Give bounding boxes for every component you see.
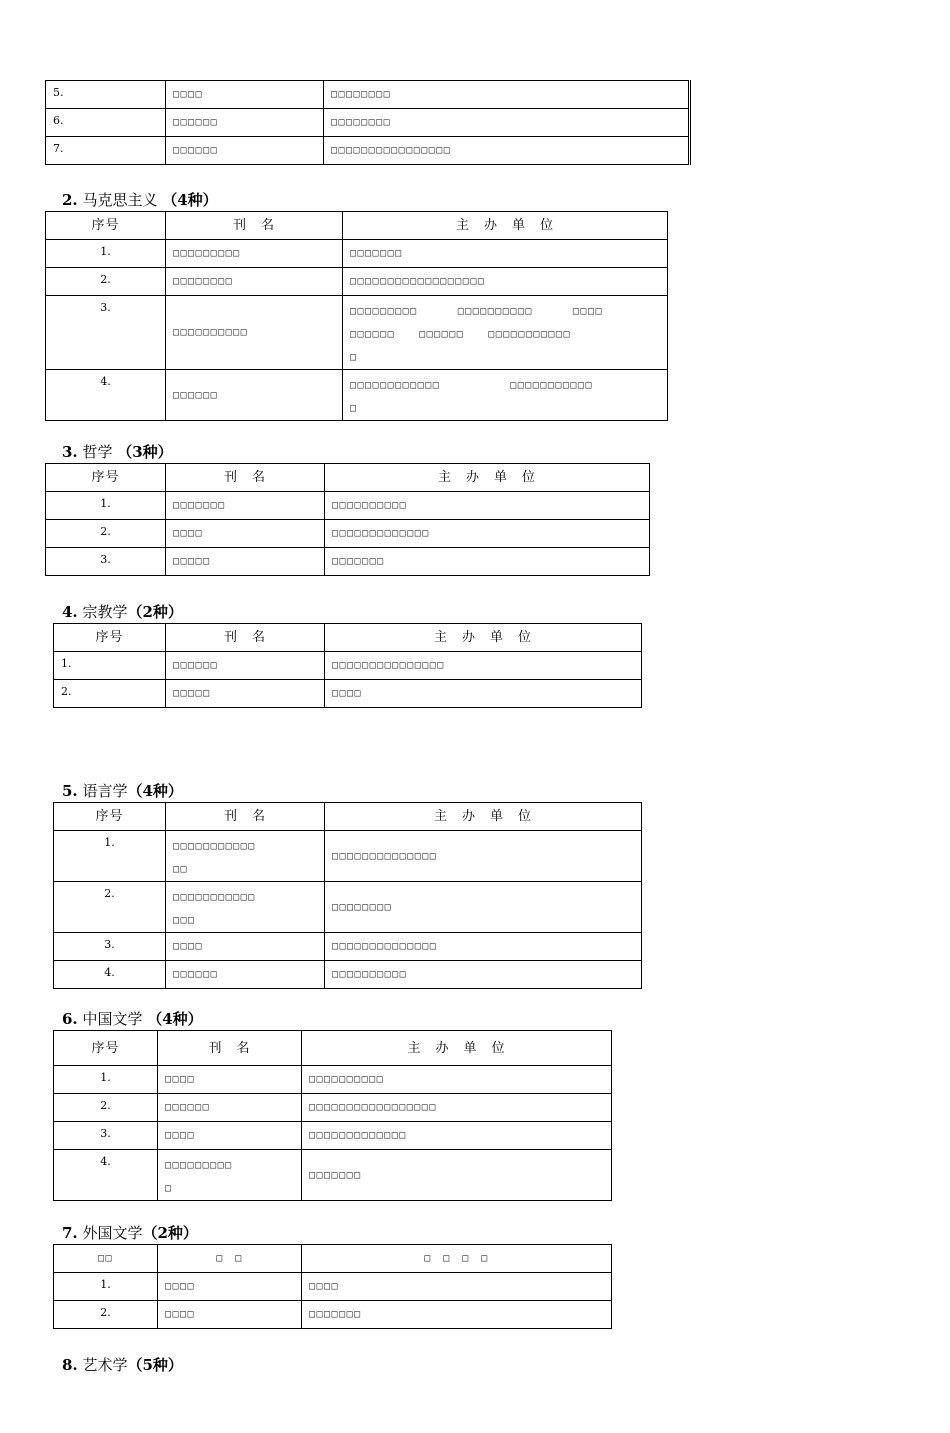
header-serial: 序号 (46, 464, 166, 492)
section-number: 4. (62, 603, 78, 621)
table-header-row (54, 803, 642, 831)
table-foreign-literature (53, 1244, 612, 1329)
section-title-religion (62, 603, 183, 621)
header-serial: 序号 (46, 212, 166, 240)
header-serial: 序号 (54, 1031, 158, 1066)
table-journals-continued (45, 80, 691, 165)
sponsor-org: □□□□□□□□ (324, 109, 690, 137)
header-serial: 序号 (54, 624, 166, 652)
section-count: （2种） (127, 603, 183, 621)
row-number: 1. (54, 1066, 158, 1094)
table-row (46, 492, 650, 520)
section-title-marxism (62, 191, 218, 209)
table-row (54, 1150, 612, 1201)
row-number: 3. (46, 296, 166, 370)
table-row (54, 831, 642, 882)
section-count: （2种） (142, 1224, 198, 1242)
journal-name: □□□□□□ (158, 1094, 302, 1122)
table-linguistics (53, 802, 642, 989)
table-row (46, 370, 668, 421)
table-row (54, 1122, 612, 1150)
header-sponsor: 主 办 单 位 (325, 464, 650, 492)
sponsor-org: □□□□□□□ (325, 548, 650, 576)
row-number: 2. (54, 1094, 158, 1122)
table-row (46, 137, 690, 165)
journal-name: □□□□ (158, 1273, 302, 1301)
row-number: 3. (54, 933, 166, 961)
row-number: 1. (46, 240, 166, 268)
journal-name: □□□□ (166, 933, 325, 961)
journal-name: □□□□□□ (166, 137, 324, 165)
header-sponsor: 主 办 单 位 (325, 803, 642, 831)
section-name: 语言学 (82, 782, 128, 800)
header-sponsor: 主 办 单 位 (325, 624, 642, 652)
row-number: 2. (46, 268, 166, 296)
sponsor-org: □□□□□□□□□□□□□□ (325, 831, 642, 882)
sponsor-org: □□□□□□□□□□□□□□ (325, 933, 642, 961)
sponsor-org: □□□□□□□□□□ (302, 1066, 612, 1094)
section-title-linguistics (62, 782, 183, 800)
table-row (46, 109, 690, 137)
sponsor-org: □□□□□□□ (302, 1301, 612, 1329)
sponsor-org: □□□□□□□□□□□□□□□□□ (302, 1094, 612, 1122)
sponsor-org (343, 370, 668, 421)
row-number: 3. (54, 1122, 158, 1150)
sponsor-org-part: □□□□□□□□□□ (457, 306, 533, 317)
journal-name: □□□□□□□ (166, 492, 325, 520)
row-number: 4. (54, 1150, 158, 1201)
row-number: 1. (54, 1273, 158, 1301)
section-title-foreign-literature (62, 1224, 198, 1242)
journal-name: □□□□ (158, 1066, 302, 1094)
section-number: 2. (62, 191, 78, 209)
journal-name: □□□□□□□□ (166, 268, 343, 296)
row-number: 2. (54, 1301, 158, 1329)
sponsor-org-part: □□□□□□□□□□□ (510, 380, 593, 391)
section-name: 艺术学 (82, 1356, 128, 1374)
table-header-row (46, 464, 650, 492)
table-marxism (45, 211, 668, 421)
section-count: （5种） (127, 1356, 183, 1374)
table-row (54, 1094, 612, 1122)
sponsor-org: □□□□ (325, 680, 642, 708)
table-row (54, 961, 642, 989)
table-religion (53, 623, 642, 708)
header-sponsor: 主 办 单 位 (302, 1031, 612, 1066)
journal-name: □□□□ (166, 81, 324, 109)
header-journal: 刊 名 (166, 212, 343, 240)
sponsor-org-part: □□□□□□□□□□□ (488, 329, 571, 340)
table-chinese-literature (53, 1030, 612, 1201)
sponsor-org: □□□□□□□□ (324, 81, 690, 109)
journal-name: □□□□□□ (166, 109, 324, 137)
table-header-row (54, 624, 642, 652)
section-title-philosophy (62, 443, 173, 461)
table-row (46, 548, 650, 576)
header-serial: □□ (54, 1245, 158, 1273)
header-journal: 刊 名 (166, 464, 325, 492)
table-row (54, 1273, 612, 1301)
row-number: 4. (54, 961, 166, 989)
table-row (46, 296, 668, 370)
row-number: 5. (46, 81, 166, 109)
sponsor-org: □□□□□□□□□□□□□□□□□□ (343, 268, 668, 296)
row-number: 2. (54, 882, 166, 933)
sponsor-org-part: □ (350, 352, 358, 363)
journal-name (158, 1150, 302, 1201)
row-number: 7. (46, 137, 166, 165)
sponsor-org-part: □□□□□□ (350, 329, 396, 340)
journal-name-line: □□□□□□□□□□□ (173, 841, 256, 852)
section-number: 3. (62, 443, 78, 461)
section-count: （4种） (127, 782, 183, 800)
journal-name: □□□□□ (166, 548, 325, 576)
row-number: 1. (46, 492, 166, 520)
section-title-chinese-literature (62, 1010, 203, 1028)
table-row (54, 1066, 612, 1094)
row-number: 4. (46, 370, 166, 421)
section-number: 6. (62, 1010, 78, 1028)
row-number: 3. (46, 548, 166, 576)
journal-name: □□□□□□□□□□ (166, 296, 343, 370)
section-title-art (62, 1356, 183, 1374)
header-journal: 刊 名 (166, 803, 325, 831)
sponsor-org: □□□□□□□□ (325, 882, 642, 933)
journal-name-line: □□□ (173, 915, 196, 926)
table-row (46, 81, 690, 109)
header-journal: 刊 名 (158, 1031, 302, 1066)
table-row (46, 240, 668, 268)
row-number: 6. (46, 109, 166, 137)
journal-name-line: □□□□□□□□□□□ (173, 892, 256, 903)
journal-name: □□□□ (166, 520, 325, 548)
sponsor-org: □□□□□□□□□□ (325, 492, 650, 520)
section-name: 马克思主义 (82, 191, 158, 209)
journal-name: □□□□□□□□□ (166, 240, 343, 268)
table-row (54, 882, 642, 933)
journal-name: □□□□ (158, 1122, 302, 1150)
section-name: 哲学 (82, 443, 113, 461)
section-number: 5. (62, 782, 78, 800)
table-row (54, 680, 642, 708)
header-sponsor: 主 办 单 位 (343, 212, 668, 240)
journal-name: □□□□ (158, 1301, 302, 1329)
section-name: 中国文学 (82, 1010, 143, 1028)
sponsor-org-part: □□□□ (572, 306, 603, 317)
sponsor-org: □□□□□□□ (302, 1150, 612, 1201)
table-header-row (54, 1031, 612, 1066)
journal-name: □□□□□□ (166, 961, 325, 989)
table-header-row (54, 1245, 612, 1273)
sponsor-org: □□□□□□□□□□□□□□□□ (324, 137, 690, 165)
journal-name (166, 882, 325, 933)
table-row (54, 933, 642, 961)
table-row (46, 520, 650, 548)
sponsor-org: □□□□□□□□□□ (325, 961, 642, 989)
section-name: 外国文学 (82, 1224, 143, 1242)
table-row (54, 652, 642, 680)
table-row (54, 1301, 612, 1329)
sponsor-org: □□□□□□□□□□□□□□□ (325, 652, 642, 680)
sponsor-org-part: □ (350, 403, 358, 414)
header-journal: 刊 名 (166, 624, 325, 652)
section-count: （3种） (117, 443, 173, 461)
row-number: 2. (54, 680, 166, 708)
table-philosophy (45, 463, 650, 576)
section-name: 宗教学 (82, 603, 128, 621)
journal-name-line: □ (165, 1183, 173, 1194)
journal-name: □□□□□□ (166, 370, 343, 421)
header-serial: 序号 (54, 803, 166, 831)
journal-name (166, 831, 325, 882)
sponsor-org (343, 296, 668, 370)
sponsor-org-part: □□□□□□□□□ (350, 306, 418, 317)
sponsor-org-part: □□□□□□□□□□□□ (350, 380, 441, 391)
journal-name-line: □□□□□□□□□ (165, 1160, 233, 1171)
journal-name-line: □□ (173, 864, 189, 875)
table-row (46, 268, 668, 296)
section-count: （4种） (147, 1010, 203, 1028)
row-number: 2. (46, 520, 166, 548)
section-number: 8. (62, 1356, 78, 1374)
section-count: （4种） (162, 191, 218, 209)
table-header-row (46, 212, 668, 240)
sponsor-org: □□□□□□□ (343, 240, 668, 268)
sponsor-org-part: □□□□□□ (419, 329, 465, 340)
row-number: 1. (54, 831, 166, 882)
row-number: 1. (54, 652, 166, 680)
journal-name: □□□□□□ (166, 652, 325, 680)
sponsor-org: □□□□ (302, 1273, 612, 1301)
header-journal: □ □ (158, 1245, 302, 1273)
sponsor-org: □□□□□□□□□□□□□ (302, 1122, 612, 1150)
sponsor-org: □□□□□□□□□□□□□ (325, 520, 650, 548)
section-number: 7. (62, 1224, 78, 1242)
header-sponsor: □ □ □ □ (302, 1245, 612, 1273)
journal-name: □□□□□ (166, 680, 325, 708)
